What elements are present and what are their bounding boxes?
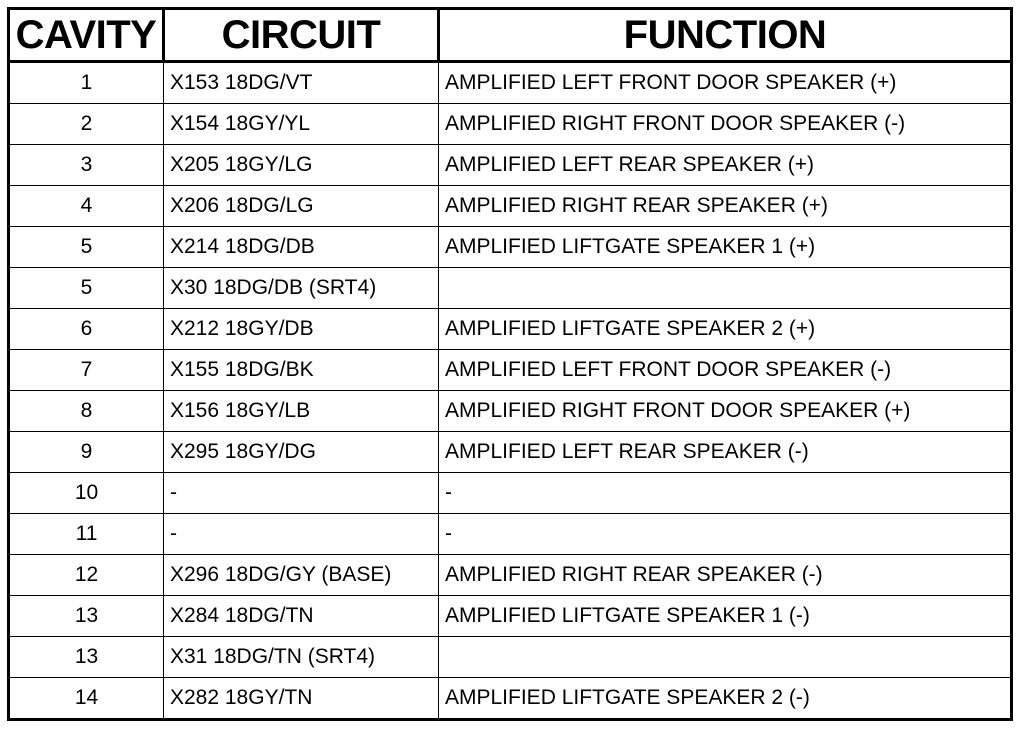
header-cavity: CAVITY <box>9 9 164 62</box>
table-row <box>9 62 1012 104</box>
function-cell: AMPLIFIED LEFT FRONT DOOR SPEAKER (-) <box>439 350 1012 391</box>
circuit-cell: X30 18DG/DB (SRT4) <box>164 268 439 309</box>
function-cell: AMPLIFIED RIGHT REAR SPEAKER (-) <box>439 555 1012 596</box>
table-row <box>9 145 1012 186</box>
function-cell: AMPLIFIED RIGHT REAR SPEAKER (+) <box>439 186 1012 227</box>
cavity-cell: 4 <box>9 186 164 227</box>
circuit-cell: X205 18GY/LG <box>164 145 439 186</box>
table-row <box>9 432 1012 473</box>
cavity-cell: 14 <box>9 678 164 720</box>
function-cell <box>439 268 1012 309</box>
function-cell: AMPLIFIED RIGHT FRONT DOOR SPEAKER (-) <box>439 104 1012 145</box>
cavity-cell: 5 <box>9 227 164 268</box>
table-row <box>9 186 1012 227</box>
table-row <box>9 555 1012 596</box>
cavity-cell: 11 <box>9 514 164 555</box>
connector-pinout-table <box>7 7 1013 721</box>
header-function: FUNCTION <box>439 9 1012 62</box>
circuit-cell: X284 18DG/TN <box>164 596 439 637</box>
circuit-cell: X212 18GY/DB <box>164 309 439 350</box>
cavity-cell: 13 <box>9 637 164 678</box>
table-row <box>9 350 1012 391</box>
function-cell: AMPLIFIED LEFT REAR SPEAKER (+) <box>439 145 1012 186</box>
cavity-cell: 2 <box>9 104 164 145</box>
circuit-cell: X155 18DG/BK <box>164 350 439 391</box>
circuit-cell: - <box>164 473 439 514</box>
function-cell: - <box>439 473 1012 514</box>
table-row <box>9 309 1012 350</box>
header-row <box>9 9 1012 62</box>
cavity-cell: 7 <box>9 350 164 391</box>
cavity-cell: 5 <box>9 268 164 309</box>
table-row <box>9 678 1012 720</box>
cavity-cell: 9 <box>9 432 164 473</box>
circuit-cell: X295 18GY/DG <box>164 432 439 473</box>
function-cell: AMPLIFIED LIFTGATE SPEAKER 2 (-) <box>439 678 1012 720</box>
cavity-cell: 13 <box>9 596 164 637</box>
table-row <box>9 473 1012 514</box>
function-cell: AMPLIFIED LIFTGATE SPEAKER 1 (+) <box>439 227 1012 268</box>
function-cell: AMPLIFIED LIFTGATE SPEAKER 2 (+) <box>439 309 1012 350</box>
table-row <box>9 104 1012 145</box>
table-body <box>9 62 1012 720</box>
header-circuit: CIRCUIT <box>164 9 439 62</box>
circuit-cell: - <box>164 514 439 555</box>
cavity-cell: 3 <box>9 145 164 186</box>
circuit-cell: X282 18GY/TN <box>164 678 439 720</box>
circuit-cell: X31 18DG/TN (SRT4) <box>164 637 439 678</box>
function-cell: AMPLIFIED LEFT REAR SPEAKER (-) <box>439 432 1012 473</box>
circuit-cell: X156 18GY/LB <box>164 391 439 432</box>
cavity-cell: 8 <box>9 391 164 432</box>
table-row <box>9 637 1012 678</box>
table-header <box>9 9 1012 62</box>
function-cell: AMPLIFIED RIGHT FRONT DOOR SPEAKER (+) <box>439 391 1012 432</box>
circuit-cell: X154 18GY/YL <box>164 104 439 145</box>
circuit-cell: X153 18DG/VT <box>164 62 439 104</box>
circuit-cell: X214 18DG/DB <box>164 227 439 268</box>
table-row <box>9 268 1012 309</box>
cavity-cell: 12 <box>9 555 164 596</box>
function-cell: AMPLIFIED LEFT FRONT DOOR SPEAKER (+) <box>439 62 1012 104</box>
function-cell <box>439 637 1012 678</box>
circuit-cell: X296 18DG/GY (BASE) <box>164 555 439 596</box>
function-cell: AMPLIFIED LIFTGATE SPEAKER 1 (-) <box>439 596 1012 637</box>
table-row <box>9 227 1012 268</box>
circuit-cell: X206 18DG/LG <box>164 186 439 227</box>
cavity-cell: 1 <box>9 62 164 104</box>
table-row <box>9 391 1012 432</box>
table-row <box>9 596 1012 637</box>
cavity-cell: 6 <box>9 309 164 350</box>
function-cell: - <box>439 514 1012 555</box>
cavity-cell: 10 <box>9 473 164 514</box>
table-row <box>9 514 1012 555</box>
